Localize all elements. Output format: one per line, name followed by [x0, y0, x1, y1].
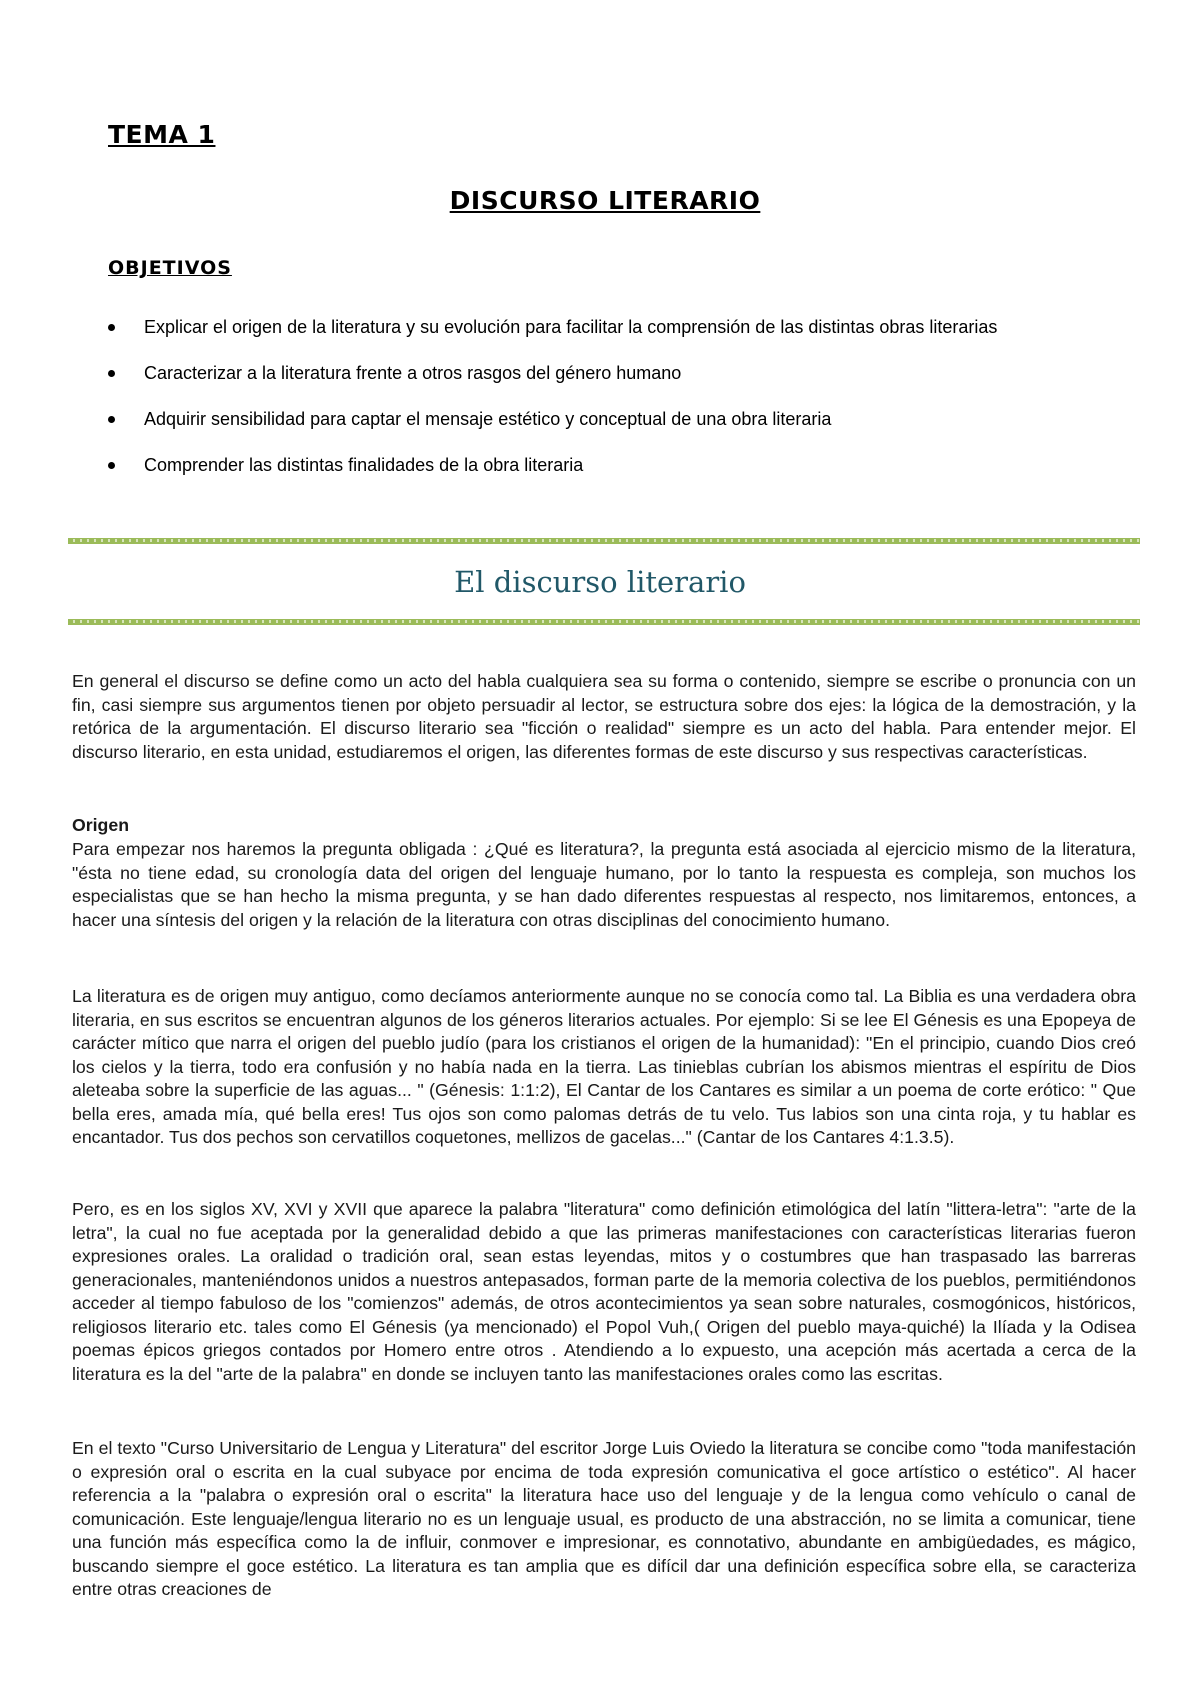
origen-paragraph: Para empezar nos haremos la pregunta obligada : ¿Qué es literatura?, la pregunta está asociada al ejercicio mismo de la literatura, "ésta no tiene edad, su cronología data del origen del lenguaje humano, por lo tanto la respuesta es compleja, son muchos los especialistas que se han hecho la misma pregunta, y se han dado diferentes respuestas al respecto, nos limitaremos, entonces, a hacer una síntesis del origen y la relación de la literatura con otras disciplinas del conocimiento humano. — [72, 839, 1136, 930]
section-title: El discurso literario — [454, 565, 746, 599]
biblia-paragraph: La literatura es de origen muy antiguo, como decíamos anteriormente aunque no se conocía como tal. La Biblia es una verdadera obra literaria, en sus escritos se encuentran algunos de los géneros literarios actuales. Por ejemplo: Si se lee El Génesis es una Epopeya de carácter mítico que narra el origen del pueblo judío (para los cristianos el origen de la humanidad): "En el principio, cuando Dios creó los cielos y la tierra, todo era confusión y no había nada en la tierra. Las tinieblas cubrían los abismos mientras el espíritu de Dios aleteaba sobre la superficie de las aguas... " (Génesis: 1:1:2), El Cantar de los Cantares es similar a un poema de corte erótico: " Que bella eres, amada mía, qué bella eres! Tus ojos son como palomas detrás de tu velo. Tus labios son una cinta roja, y tu hablar es encantador. Tus dos pechos son cervatillos coquetones, mellizos de gacelas..." (Cantar de los Cantares 4:1.3.5). — [72, 986, 1136, 1147]
section-divider-bottom — [68, 619, 1140, 625]
objective-item: Explicar el origen de la literatura y su evolución para facilitar la comprensión de las distintas obras literarias — [108, 316, 997, 362]
intro-paragraph: En general el discurso se define como un acto del habla cualquiera sea su forma o contenido, siempre se escribe o pronuncia con un fin, casi siempre sus argumentos tienen por objeto persuadir al lector, se estructura sobre dos ejes: la lógica de la demostración, y la retórica de la argumentación. El discurso literario sea "ficción o realidad" siempre es un acto del habla. Para entender mejor. El discurso literario, en esta unidad, estudiaremos el origen, las diferentes formas de este discurso y sus respectivas características. — [72, 671, 1136, 762]
objective-item: Caracterizar a la literatura frente a otros rasgos del género humano — [108, 362, 997, 408]
document-title: DISCURSO LITERARIO — [449, 186, 761, 215]
tema-heading: TEMA 1 — [108, 120, 216, 149]
origen-heading: Origen — [72, 815, 130, 835]
objective-item: Comprender las distintas finalidades de la obra literaria — [108, 454, 997, 500]
objective-item: Adquirir sensibilidad para captar el mensaje estético y conceptual de una obra literaria — [108, 408, 997, 454]
oviedo-paragraph: En el texto "Curso Universitario de Lengua y Literatura" del escritor Jorge Luis Oviedo la literatura se concibe como "toda manifestación o expresión oral o escrita en la cual subyace por encima de toda expresión comunicativa el goce artístico o estético". Al hacer referencia a la "palabra o expresión oral o escrita" la literatura hace uso del lenguaje y de la lengua como vehículo o canal de comunicación. Este lenguaje/lengua literario no es un lenguaje usual, es producto de una abstracción, no se limita a comunicar, tiene una función más específica como la de influir, conmover e impresionar, es connotativo, abundante en ambigüedades, es mágico, buscando siempre el goce estético. La literatura es tan amplia que es difícil dar una definición específica sobre ella, se caracteriza entre otras creaciones de — [72, 1438, 1136, 1599]
siglos-paragraph: Pero, es en los siglos XV, XVI y XVII que aparece la palabra "literatura" como definición etimológica del latín "littera-letra": "arte de la letra", la cual no fue aceptada por la generalidad debido a que las primeras manifestaciones con características literarias fueron expresiones orales. La oralidad o tradición oral, sean estas leyendas, mitos y o costumbres que han traspasado las barreras generacionales, manteniéndonos unidos a nuestros antepasados, forman parte de la memoria colectiva de los pueblos, permitiéndonos acceder al tiempo fabuloso de los "comienzos" además, de otros acontecimientos ya sean sobre naturales, cosmogónicos, históricos, religiosos literario etc. tales como El Génesis (ya mencionado) el Popol Vuh,( Origen del pueblo maya-quiché) la Ilíada y la Odisea poemas épicos griegos contados por Homero entre otros . Atendiendo a lo expuesto, una acepción más acertada a cerca de la literatura es la del "arte de la palabra" en donde se incluyen tanto las manifestaciones orales como las escritas. — [72, 1199, 1136, 1384]
objectives-heading: OBJETIVOS — [108, 257, 232, 279]
section-divider-top — [68, 538, 1140, 544]
objectives-list — [108, 316, 997, 500]
